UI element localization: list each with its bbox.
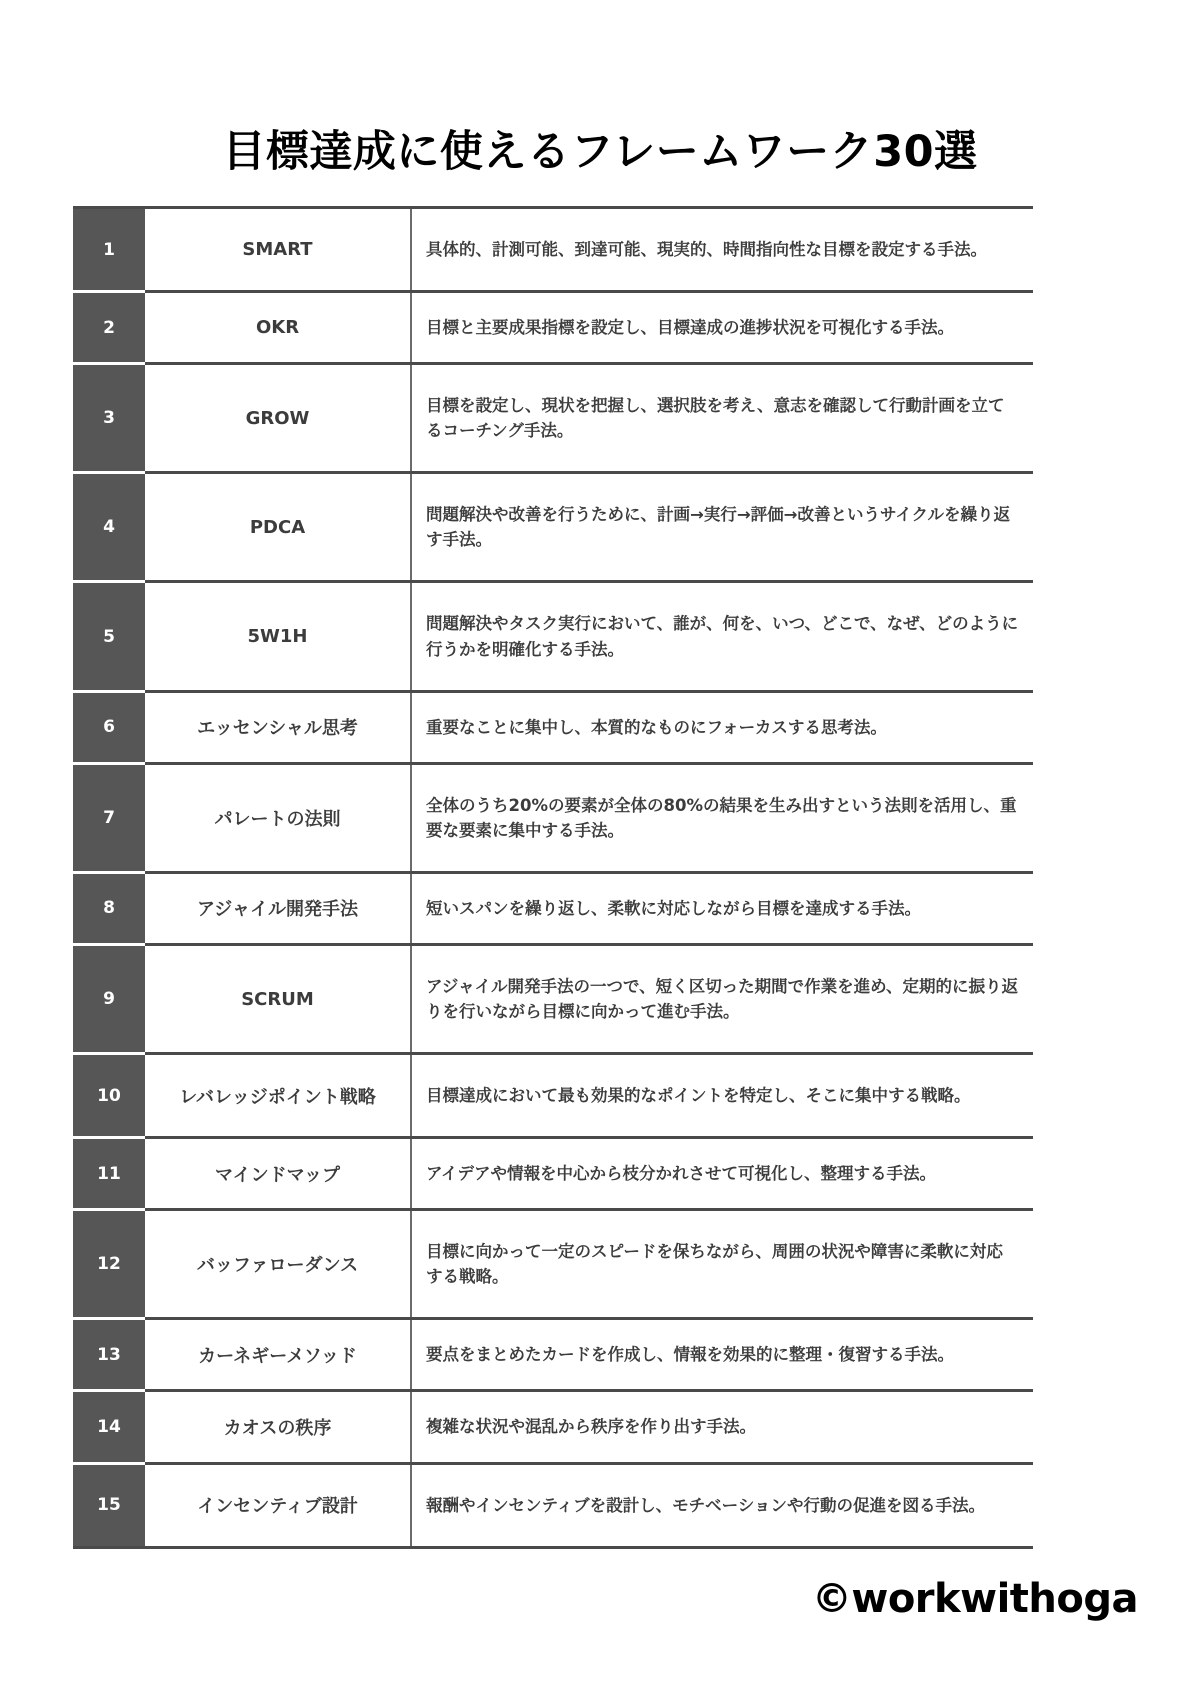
table-row [73,1138,1033,1210]
framework-description: 目標に向かって一定のスピードを保ちながら、周囲の状況や障害に柔軟に対応する戦略。 [426,1242,1003,1287]
table-row [73,691,1033,763]
framework-name: OKR [145,292,411,364]
framework-name: SCRUM [145,944,411,1053]
page-title: 目標達成に使えるフレームワーク30選 [222,126,978,177]
framework-description: 複雑な状況や混乱から秩序を作り出す手法。 [426,1417,756,1437]
row-number: 4 [73,473,145,582]
table-row [73,364,1033,473]
table-row [73,208,1033,292]
framework-name: 5W1H [145,582,411,691]
framework-description: アジャイル開発手法の一つで、短く区切った期間で作業を進め、定期的に振り返りを行いながら目標に向かって進む手法。 [426,976,1019,1022]
framework-description: 具体的、計測可能、到達可能、現実的、時間指向性な目標を設定する手法。 [426,240,987,259]
row-number: 6 [73,691,145,763]
framework-name: PDCA [145,473,411,582]
table-row [73,1054,1033,1138]
row-number: 7 [73,763,145,872]
row-number: 12 [73,1210,145,1319]
framework-description: 目標達成において最も効果的なポイントを特定し、そこに集中する戦略。 [426,1086,971,1106]
framework-name: アジャイル開発手法 [145,872,411,944]
framework-name: カーネギーメソッド [145,1319,411,1391]
row-number: 8 [73,872,145,944]
row-number: 15 [73,1463,145,1547]
table-row [73,763,1033,872]
framework-name: エッセンシャル思考 [145,691,411,763]
framework-name: カオスの秩序 [145,1391,411,1463]
copyright-watermark: ©workwithoga [811,1576,1138,1622]
framework-description: 問題解決やタスク実行において、誰が、何を、いつ、どこで、なぜ、どのように行うかを明確化する手法。 [426,614,1019,659]
row-number: 1 [73,208,145,292]
row-number: 13 [73,1319,145,1391]
framework-description: 報酬やインセンティブを設計し、モチベーションや行動の促進を図る手法。 [426,1495,986,1515]
framework-name: マインドマップ [145,1138,411,1210]
framework-description: 目標を設定し、現状を把握し、選択肢を考え、意志を確認して行動計画を立てるコーチング手法。 [426,396,1005,441]
row-number: 9 [73,944,145,1053]
framework-table-body [73,208,1033,1548]
framework-table [73,206,1033,1549]
table-row [73,473,1033,582]
table-row [73,1463,1033,1547]
framework-description: 問題解決や改善を行うために、計画→実行→評価→改善というサイクルを繰り返す手法。 [426,505,1010,550]
row-number: 11 [73,1138,145,1210]
framework-name: SMART [145,208,411,292]
row-number: 2 [73,292,145,364]
framework-description: アイデアや情報を中心から枝分かれさせて可視化し、整理する手法。 [426,1164,937,1184]
framework-description: 重要なことに集中し、本質的なものにフォーカスする思考法。 [426,717,887,737]
framework-description: 目標と主要成果指標を設定し、目標達成の進捗状況を可視化する手法。 [426,318,954,338]
table-row [73,582,1033,691]
framework-description: 短いスパンを繰り返し、柔軟に対応しながら目標を達成する手法。 [426,898,921,918]
table-row [73,1319,1033,1391]
table-row [73,872,1033,944]
framework-name: パレートの法則 [145,763,411,872]
row-number: 3 [73,364,145,473]
framework-name: バッファローダンス [145,1210,411,1319]
framework-description: 全体のうち20%の要素が全体の80%の結果を生み出すという法則を活用し、重要な要素に集中する手法。 [426,795,1017,840]
framework-name: インセンティブ設計 [145,1463,411,1547]
framework-name: GROW [145,364,411,473]
row-number: 5 [73,582,145,691]
framework-description: 要点をまとめたカードを作成し、情報を効果的に整理・復習する手法。 [426,1345,954,1365]
row-number: 14 [73,1391,145,1463]
table-row [73,1210,1033,1319]
table-row [73,1391,1033,1463]
framework-name: レバレッジポイント戦略 [145,1054,411,1138]
row-number: 10 [73,1054,145,1138]
table-row [73,292,1033,364]
table-row [73,944,1033,1053]
